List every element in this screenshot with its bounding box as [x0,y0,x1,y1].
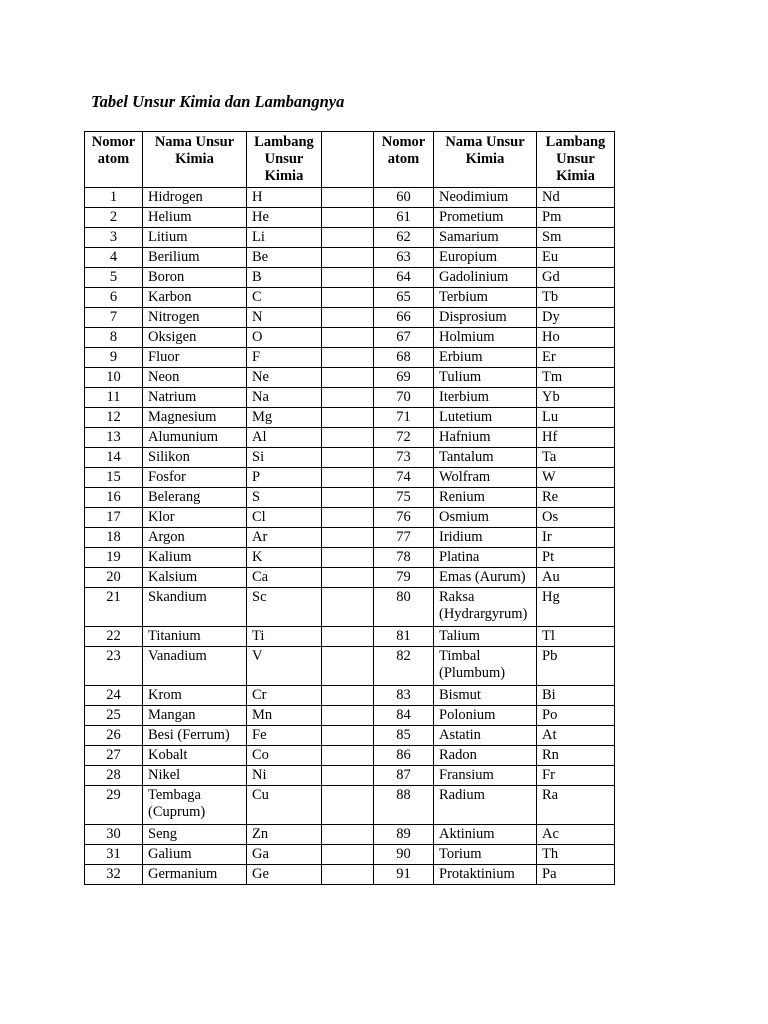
element-symbol-left: O [247,328,322,348]
element-symbol-right: Dy [537,308,615,328]
gap-cell [322,228,374,248]
header-symbol-right: Lambang Unsur Kimia [537,132,615,188]
element-symbol-right: Gd [537,268,615,288]
gap-cell [322,248,374,268]
element-name-right: Aktinium [434,825,537,845]
element-symbol-left: Ti [247,627,322,647]
element-name-left: Vanadium [143,647,247,686]
element-number-right: 85 [374,726,434,746]
element-name-left: Germanium [143,865,247,885]
element-number-left: 29 [85,786,143,825]
table-row [85,686,615,706]
element-name-left: Kobalt [143,746,247,766]
element-name-left: Silikon [143,448,247,468]
element-name-left: Natrium [143,388,247,408]
element-symbol-left: K [247,548,322,568]
element-number-right: 73 [374,448,434,468]
element-number-right: 88 [374,786,434,825]
table-row [85,647,615,686]
header-symbol-left: Lambang Unsur Kimia [247,132,322,188]
header-gap [322,132,374,188]
element-symbol-right: Lu [537,408,615,428]
element-number-left: 12 [85,408,143,428]
element-number-left: 8 [85,328,143,348]
element-name-right: Emas (Aurum) [434,568,537,588]
element-symbol-left: Ga [247,845,322,865]
element-symbol-left: Cu [247,786,322,825]
element-name-right: Raksa (Hydrargyrum) [434,588,537,627]
element-name-right: Hafnium [434,428,537,448]
table-row [85,268,615,288]
element-name-left: Alumunium [143,428,247,448]
table-row [85,746,615,766]
element-name-left: Magnesium [143,408,247,428]
element-number-left: 30 [85,825,143,845]
element-name-left: Tembaga (Cuprum) [143,786,247,825]
table-row [85,368,615,388]
element-name-left: Berilium [143,248,247,268]
element-name-left: Boron [143,268,247,288]
element-number-left: 20 [85,568,143,588]
element-name-right: Erbium [434,348,537,368]
gap-cell [322,288,374,308]
element-symbol-left: Li [247,228,322,248]
element-number-right: 79 [374,568,434,588]
element-name-left: Klor [143,508,247,528]
table-row [85,228,615,248]
element-number-left: 28 [85,766,143,786]
element-name-left: Litium [143,228,247,248]
element-symbol-left: Al [247,428,322,448]
element-number-right: 71 [374,408,434,428]
element-number-left: 6 [85,288,143,308]
element-number-right: 77 [374,528,434,548]
element-symbol-left: Si [247,448,322,468]
element-symbol-right: Eu [537,248,615,268]
element-name-left: Fosfor [143,468,247,488]
element-name-right: Bismut [434,686,537,706]
element-symbol-right: Yb [537,388,615,408]
table-row [85,488,615,508]
element-symbol-left: Ar [247,528,322,548]
element-number-left: 19 [85,548,143,568]
element-number-left: 16 [85,488,143,508]
table-row [85,766,615,786]
element-symbol-left: Ni [247,766,322,786]
element-number-right: 63 [374,248,434,268]
element-name-right: Prometium [434,208,537,228]
element-number-right: 86 [374,746,434,766]
element-name-right: Protaktinium [434,865,537,885]
element-name-left: Argon [143,528,247,548]
element-symbol-right: At [537,726,615,746]
element-symbol-left: C [247,288,322,308]
gap-cell [322,548,374,568]
table-row [85,428,615,448]
element-number-left: 5 [85,268,143,288]
table-row [85,408,615,428]
element-symbol-left: F [247,348,322,368]
element-symbol-right: W [537,468,615,488]
table-row [85,448,615,468]
table-row [85,308,615,328]
gap-cell [322,686,374,706]
element-name-left: Galium [143,845,247,865]
element-number-right: 89 [374,825,434,845]
element-symbol-right: Rn [537,746,615,766]
element-number-right: 78 [374,548,434,568]
element-symbol-right: Tl [537,627,615,647]
element-symbol-right: Pb [537,647,615,686]
element-symbol-left: Mn [247,706,322,726]
table-row [85,508,615,528]
gap-cell [322,766,374,786]
element-symbol-left: P [247,468,322,488]
element-number-right: 91 [374,865,434,885]
gap-cell [322,647,374,686]
element-name-right: Fransium [434,766,537,786]
element-number-left: 14 [85,448,143,468]
element-number-left: 15 [85,468,143,488]
header-number-left: Nomor atom [85,132,143,188]
element-symbol-left: Ge [247,865,322,885]
element-symbol-right: Tm [537,368,615,388]
element-number-left: 4 [85,248,143,268]
element-symbol-right: Tb [537,288,615,308]
gap-cell [322,368,374,388]
element-name-right: Torium [434,845,537,865]
element-symbol-left: S [247,488,322,508]
table-row [85,627,615,647]
gap-cell [322,786,374,825]
element-name-left: Belerang [143,488,247,508]
element-number-right: 67 [374,328,434,348]
element-name-left: Kalsium [143,568,247,588]
element-number-left: 24 [85,686,143,706]
element-name-right: Astatin [434,726,537,746]
element-symbol-left: B [247,268,322,288]
header-name-left: Nama Unsur Kimia [143,132,247,188]
element-number-right: 90 [374,845,434,865]
element-name-right: Radon [434,746,537,766]
gap-cell [322,388,374,408]
element-number-right: 62 [374,228,434,248]
element-name-right: Terbium [434,288,537,308]
table-row [85,348,615,368]
element-name-right: Osmium [434,508,537,528]
element-name-right: Timbal (Plumbum) [434,647,537,686]
element-name-right: Tantalum [434,448,537,468]
element-number-left: 17 [85,508,143,528]
element-name-right: Disprosium [434,308,537,328]
table-row [85,288,615,308]
element-number-right: 70 [374,388,434,408]
element-number-left: 25 [85,706,143,726]
element-number-left: 11 [85,388,143,408]
element-symbol-left: Zn [247,825,322,845]
element-name-left: Mangan [143,706,247,726]
element-symbol-right: Fr [537,766,615,786]
header-number-right: Nomor atom [374,132,434,188]
table-row [85,726,615,746]
gap-cell [322,328,374,348]
element-name-left: Titanium [143,627,247,647]
element-symbol-left: Na [247,388,322,408]
gap-cell [322,308,374,328]
gap-cell [322,428,374,448]
element-number-right: 75 [374,488,434,508]
gap-cell [322,348,374,368]
element-name-left: Skandium [143,588,247,627]
element-symbol-right: Ta [537,448,615,468]
page-title: Tabel Unsur Kimia dan Lambangnya [91,92,345,111]
element-symbol-left: Cr [247,686,322,706]
table-row [85,568,615,588]
element-name-left: Kalium [143,548,247,568]
element-number-left: 22 [85,627,143,647]
gap-cell [322,208,374,228]
element-symbol-right: Ra [537,786,615,825]
element-symbol-right: Ac [537,825,615,845]
element-number-left: 9 [85,348,143,368]
gap-cell [322,726,374,746]
element-name-right: Radium [434,786,537,825]
element-symbol-right: Sm [537,228,615,248]
element-name-right: Wolfram [434,468,537,488]
header-row [85,132,615,188]
element-symbol-right: Hg [537,588,615,627]
element-number-right: 69 [374,368,434,388]
element-symbol-left: Fe [247,726,322,746]
element-symbol-left: Co [247,746,322,766]
element-symbol-right: Au [537,568,615,588]
element-symbol-left: H [247,188,322,208]
gap-cell [322,528,374,548]
element-number-left: 26 [85,726,143,746]
gap-cell [322,825,374,845]
table-row [85,786,615,825]
element-table [84,131,615,885]
gap-cell [322,188,374,208]
table-row [85,588,615,627]
header-name-right: Nama Unsur Kimia [434,132,537,188]
element-symbol-right: Bi [537,686,615,706]
element-symbol-right: Ho [537,328,615,348]
element-symbol-left: Sc [247,588,322,627]
element-symbol-right: Re [537,488,615,508]
element-number-right: 68 [374,348,434,368]
element-number-left: 1 [85,188,143,208]
element-symbol-left: Cl [247,508,322,528]
element-number-right: 64 [374,268,434,288]
element-number-left: 21 [85,588,143,627]
element-name-right: Samarium [434,228,537,248]
gap-cell [322,865,374,885]
element-number-right: 60 [374,188,434,208]
element-number-left: 23 [85,647,143,686]
table-row [85,528,615,548]
element-symbol-left: Ne [247,368,322,388]
element-name-left: Nitrogen [143,308,247,328]
gap-cell [322,488,374,508]
element-number-right: 65 [374,288,434,308]
element-name-left: Besi (Ferrum) [143,726,247,746]
element-symbol-right: Pm [537,208,615,228]
element-symbol-right: Er [537,348,615,368]
gap-cell [322,588,374,627]
table-row [85,388,615,408]
element-number-right: 80 [374,588,434,627]
element-name-right: Renium [434,488,537,508]
table-row [85,208,615,228]
element-name-right: Tulium [434,368,537,388]
gap-cell [322,508,374,528]
element-number-right: 87 [374,766,434,786]
element-symbol-right: Pt [537,548,615,568]
table-row [85,548,615,568]
element-name-left: Nikel [143,766,247,786]
element-number-left: 31 [85,845,143,865]
element-name-left: Fluor [143,348,247,368]
element-number-left: 2 [85,208,143,228]
element-number-right: 76 [374,508,434,528]
element-name-right: Gadolinium [434,268,537,288]
element-symbol-right: Ir [537,528,615,548]
gap-cell [322,408,374,428]
gap-cell [322,706,374,726]
element-number-right: 83 [374,686,434,706]
element-name-right: Holmium [434,328,537,348]
element-number-right: 82 [374,647,434,686]
element-symbol-left: V [247,647,322,686]
element-symbol-left: Be [247,248,322,268]
element-number-left: 13 [85,428,143,448]
gap-cell [322,468,374,488]
element-name-left: Krom [143,686,247,706]
element-symbol-left: He [247,208,322,228]
element-number-left: 18 [85,528,143,548]
element-number-left: 7 [85,308,143,328]
element-number-right: 81 [374,627,434,647]
gap-cell [322,268,374,288]
gap-cell [322,627,374,647]
element-number-right: 61 [374,208,434,228]
element-symbol-right: Nd [537,188,615,208]
table-body [85,188,615,885]
element-symbol-right: Pa [537,865,615,885]
element-symbol-right: Po [537,706,615,726]
table-row [85,845,615,865]
table-row [85,248,615,268]
element-name-left: Hidrogen [143,188,247,208]
table-row [85,825,615,845]
element-number-left: 3 [85,228,143,248]
element-name-right: Iterbium [434,388,537,408]
element-number-left: 27 [85,746,143,766]
element-name-right: Talium [434,627,537,647]
element-name-left: Karbon [143,288,247,308]
element-symbol-left: N [247,308,322,328]
element-name-right: Lutetium [434,408,537,428]
element-name-left: Neon [143,368,247,388]
element-name-right: Neodimium [434,188,537,208]
element-name-right: Platina [434,548,537,568]
element-name-right: Polonium [434,706,537,726]
element-number-left: 32 [85,865,143,885]
table-row [85,328,615,348]
table-row [85,468,615,488]
gap-cell [322,448,374,468]
element-symbol-right: Th [537,845,615,865]
table-row [85,706,615,726]
gap-cell [322,568,374,588]
table-row [85,188,615,208]
element-symbol-right: Os [537,508,615,528]
element-number-right: 66 [374,308,434,328]
element-name-left: Oksigen [143,328,247,348]
element-name-left: Seng [143,825,247,845]
element-number-right: 84 [374,706,434,726]
element-name-right: Europium [434,248,537,268]
element-name-right: Iridium [434,528,537,548]
table-row [85,865,615,885]
element-number-left: 10 [85,368,143,388]
element-symbol-left: Ca [247,568,322,588]
element-number-right: 72 [374,428,434,448]
element-name-left: Helium [143,208,247,228]
element-symbol-left: Mg [247,408,322,428]
gap-cell [322,746,374,766]
gap-cell [322,845,374,865]
element-symbol-right: Hf [537,428,615,448]
element-number-right: 74 [374,468,434,488]
